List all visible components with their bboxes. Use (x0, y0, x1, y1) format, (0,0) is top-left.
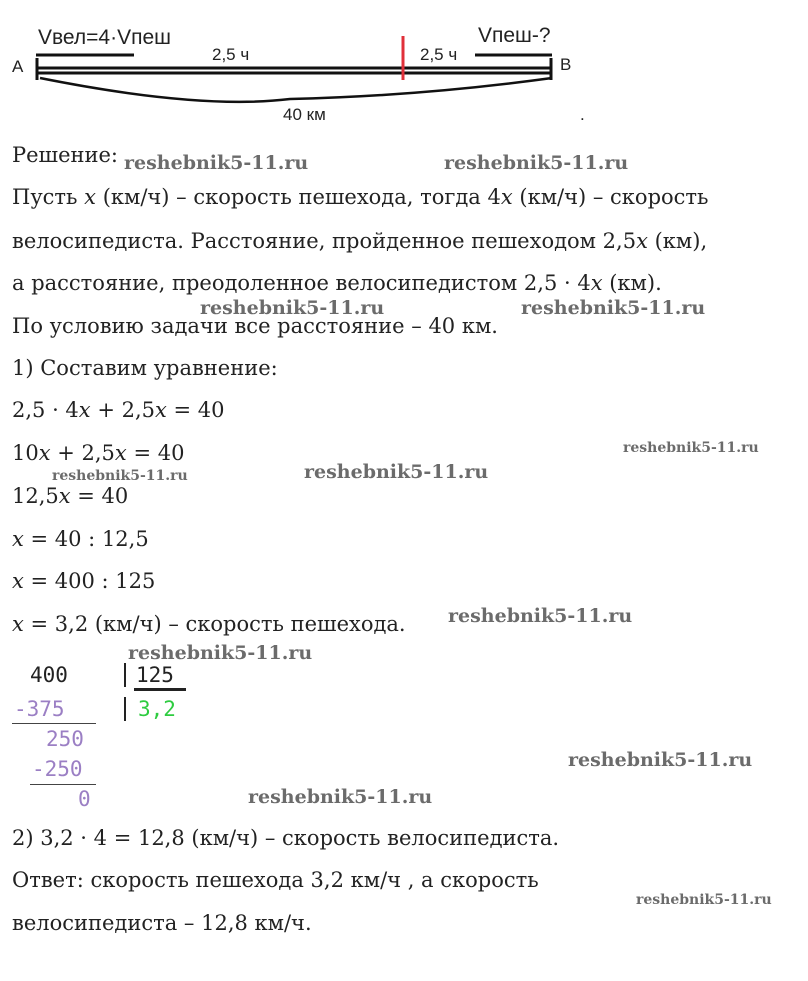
distance-label: 40 км (283, 105, 326, 124)
math-var: x (154, 398, 167, 422)
text-line-4: По условию задачи все расстояние – 40 км. (12, 314, 498, 338)
subtraction-line-1 (12, 723, 96, 724)
distance-brace (40, 78, 552, 102)
quotient: 3,2 (138, 697, 176, 721)
text-span: = 400 : 125 (23, 569, 156, 593)
watermark: reshebnik5-11.ru (636, 892, 772, 908)
step-2-line: 2) 3,2 · 4 = 12,8 (км/ч) – скорость велосипедиста. (12, 826, 560, 850)
watermark: reshebnik5-11.ru (444, 152, 629, 174)
division-bar-top (124, 663, 126, 687)
equation-4 (12, 526, 149, 552)
text-span: (км/ч) – скорость пешехода, тогда 4 (96, 185, 501, 209)
math-var: x (590, 271, 603, 295)
solution-heading: Решение: (12, 143, 119, 167)
math-var: x (12, 527, 24, 551)
text-span: + 2,5 (50, 441, 115, 465)
trailing-dot: . (580, 105, 585, 124)
watermark: reshebnik5-11.ru (128, 642, 313, 664)
text-span: 2,5 · 4 (12, 398, 79, 422)
equation-5 (12, 568, 155, 594)
math-var: x (12, 612, 24, 636)
math-var: x (114, 441, 127, 465)
equation-2 (12, 440, 184, 466)
subtraction-line-2 (30, 784, 96, 785)
math-var: x (58, 484, 71, 508)
text-line-3 (12, 270, 662, 296)
math-var: x (38, 441, 51, 465)
watermark: reshebnik5-11.ru (304, 461, 489, 483)
walker-speed-label: Vпеш-? (478, 24, 551, 47)
watermark: reshebnik5-11.ru (248, 786, 433, 808)
math-var: x (78, 398, 91, 422)
text-span: = 3,2 (км/ч) – скорость пешехода. (23, 612, 406, 636)
text-line-5: 1) Составим уравнение: (12, 356, 278, 380)
watermark: reshebnik5-11.ru (568, 749, 753, 771)
watermark: reshebnik5-11.ru (448, 605, 633, 627)
text-span: 12,5 (12, 484, 59, 508)
answer-line-2: велосипедиста – 12,8 км/ч. (12, 911, 312, 935)
motion-diagram (0, 0, 808, 130)
watermark: reshebnik5-11.ru (124, 152, 309, 174)
long-division (0, 655, 260, 815)
equation-3 (12, 483, 128, 509)
math-var: x (636, 229, 648, 253)
equation-1 (12, 397, 225, 423)
point-a-label: A (12, 57, 24, 76)
text-span: + 2,5 (90, 398, 155, 422)
watermark: reshebnik5-11.ru (200, 297, 385, 319)
text-span: велосипедиста. Расстояние, пройденное пешеходом 2,5 (12, 229, 637, 253)
subtrahend-1: -375 (14, 697, 65, 721)
text-span: = 40 (70, 484, 129, 508)
divisor: 125 (136, 663, 174, 687)
text-span: = 40 (166, 398, 225, 422)
text-line-2 (12, 228, 707, 254)
math-var: x (500, 185, 513, 209)
equation-6 (12, 611, 406, 637)
answer-line-1: Ответ: скорость пешехода 3,2 км/ч , а скорость (12, 868, 539, 892)
text-span: Пусть (12, 185, 85, 209)
math-var: x (12, 569, 24, 593)
subtrahend-2: -250 (32, 757, 83, 781)
point-b-label: B (560, 55, 572, 74)
text-span: = 40 (126, 441, 185, 465)
text-line-1 (12, 184, 708, 210)
text-span: = 40 : 12,5 (23, 527, 149, 551)
text-span: (км/ч) – скорость (512, 185, 709, 209)
division-bar-bottom (124, 697, 126, 721)
text-span: а расстояние, преодоленное велосипедистом 2,5 · 4 (12, 271, 591, 295)
text-span: 10 (12, 441, 39, 465)
dividend: 400 (30, 663, 68, 687)
text-span: (км), (647, 229, 708, 253)
text-span: (км). (602, 271, 662, 295)
remainder-1: 250 (46, 727, 84, 751)
watermark: reshebnik5-11.ru (52, 468, 188, 484)
time-right-label: 2,5 ч (420, 45, 458, 64)
time-left-label: 2,5 ч (212, 45, 250, 64)
watermark: reshebnik5-11.ru (521, 297, 706, 319)
bike-speed-label: Vвел=4·Vпеш (38, 26, 172, 49)
divisor-underline (134, 688, 186, 691)
math-var: x (84, 185, 97, 209)
watermark: reshebnik5-11.ru (623, 440, 759, 456)
remainder-2: 0 (78, 787, 91, 811)
